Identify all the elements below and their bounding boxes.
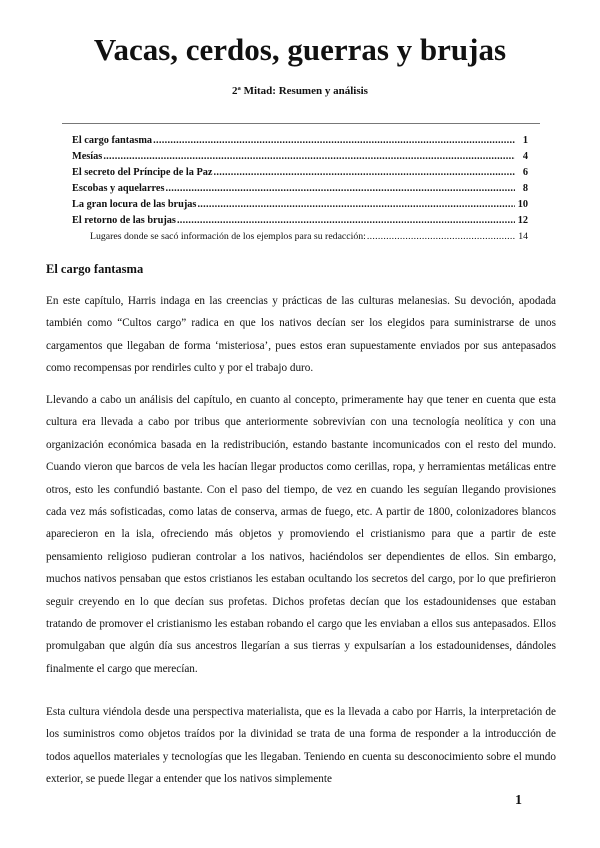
toc-subentry[interactable] bbox=[72, 229, 528, 245]
toc-entry-label: Lugares donde se sacó información de los ejemplos para su redacción: bbox=[90, 231, 366, 242]
toc-leader-dots bbox=[214, 165, 515, 181]
toc-entry-page: 10 bbox=[517, 199, 528, 210]
toc-entry-label: Mesías bbox=[72, 151, 103, 162]
toc-leader-dots bbox=[103, 149, 515, 165]
body-paragraph: Llevando a cabo un análisis del capítulo, en cuanto al concepto, primeramente hay que tener en cuenta que esta cultura era llevada a cabo por tribus que anteriormente sobrevivían con una tecnología neolítica y con una organización económica basada en la redistribución, estando bastante incomunicados con el resto del mundo. Cuando vieron que barcos de vela les hacían llegar productos como cerillas, ropa, y herramientas metálicas entre otros, esto les confundió bastante. Con el paso del tiempo, de vez en cuando les seguían llegando provisiones cada vez más sofisticadas, como latas de conserva, armas de fuego, etc. A partir de 1800, colonizadores blancos aparecieron en la isla, ofreciendo más objetos y promoviendo el cristianismo para que a partir de este pensamiento religioso pudieran controlar a los nativos, haciéndolos ser dependientes de ellos. Sin embargo, muchos nativos pensaban que estos cristianos les estaban ocultando los secretos del cargo, por lo que prefirieron seguir creyendo en lo que decían sus profetas. Dichos profetas decían que los estadounidenses que estaban tratando de promover el cristianismo les estaban robando el cargo que les enviaban a ellos sus antepasados. Ellos promulgaban que algún día sus ancestros llegarían a sus tierras y expulsarían a los estadounidenses, dándoles finalmente el cargo que merecían. bbox=[46, 394, 556, 675]
toc-entry[interactable] bbox=[72, 133, 528, 149]
toc-entry-page: 6 bbox=[522, 167, 528, 178]
toc-entry-page: 14 bbox=[518, 231, 528, 242]
toc-entry-label: El secreto del Príncipe de la Paz bbox=[72, 167, 213, 178]
toc-leader-dots bbox=[153, 133, 515, 149]
toc-leader-dots bbox=[197, 197, 515, 213]
table-of-contents bbox=[72, 133, 528, 245]
body-paragraph: En este capítulo, Harris indaga en las creencias y prácticas de las culturas melanesias. Su devoción, apodada también como “Cultos cargo” radica en que los nativos decían ser los elegidos para suministrarse de unos cargamentos que llegaban de forma ‘misteriosa’, pues estos eran supuestamente enviados por sus antepasados como recompensas por rendirles culto y por el trabajo duro. bbox=[46, 295, 556, 375]
document-title: Vacas, cerdos, guerras y brujas bbox=[93, 32, 507, 67]
toc-entry-label: La gran locura de las brujas bbox=[72, 199, 197, 210]
toc-entry-page: 4 bbox=[522, 151, 528, 162]
toc-entry[interactable] bbox=[72, 165, 528, 181]
toc-entry[interactable] bbox=[72, 149, 528, 165]
toc-leader-dots bbox=[177, 213, 515, 229]
toc-entry-label: El cargo fantasma bbox=[72, 135, 153, 146]
toc-leader-dots bbox=[367, 229, 515, 245]
toc-entry[interactable] bbox=[72, 197, 528, 213]
toc-entry-page: 1 bbox=[522, 135, 528, 146]
title-divider bbox=[62, 123, 540, 124]
toc-entry-page: 8 bbox=[522, 183, 528, 194]
toc-entry-label: Escobas y aquelarres bbox=[72, 183, 165, 194]
toc-leader-dots bbox=[166, 181, 516, 197]
section-heading: El cargo fantasma bbox=[46, 262, 144, 276]
toc-entry[interactable] bbox=[72, 213, 528, 229]
toc-entry-page: 12 bbox=[517, 215, 528, 226]
toc-entry-label: El retorno de las brujas bbox=[72, 215, 176, 226]
toc-entry[interactable] bbox=[72, 181, 528, 197]
body-paragraph: Esta cultura viéndola desde una perspectiva materialista, que es la llevada a cabo por Harris, la interpretación de los suministros como objetos traídos por la divinidad se trata de una forma de responder a la introducción de todos aquellos materiales y tecnologías que les llegaban. Teniendo en cuenta su desconocimiento sobre el mundo exterior, se puede llegar a entender que los nativos simplemente bbox=[46, 706, 556, 786]
document-subtitle: 2ª Mitad: Resumen y análisis bbox=[232, 85, 368, 97]
page-number: 1 bbox=[515, 793, 522, 808]
